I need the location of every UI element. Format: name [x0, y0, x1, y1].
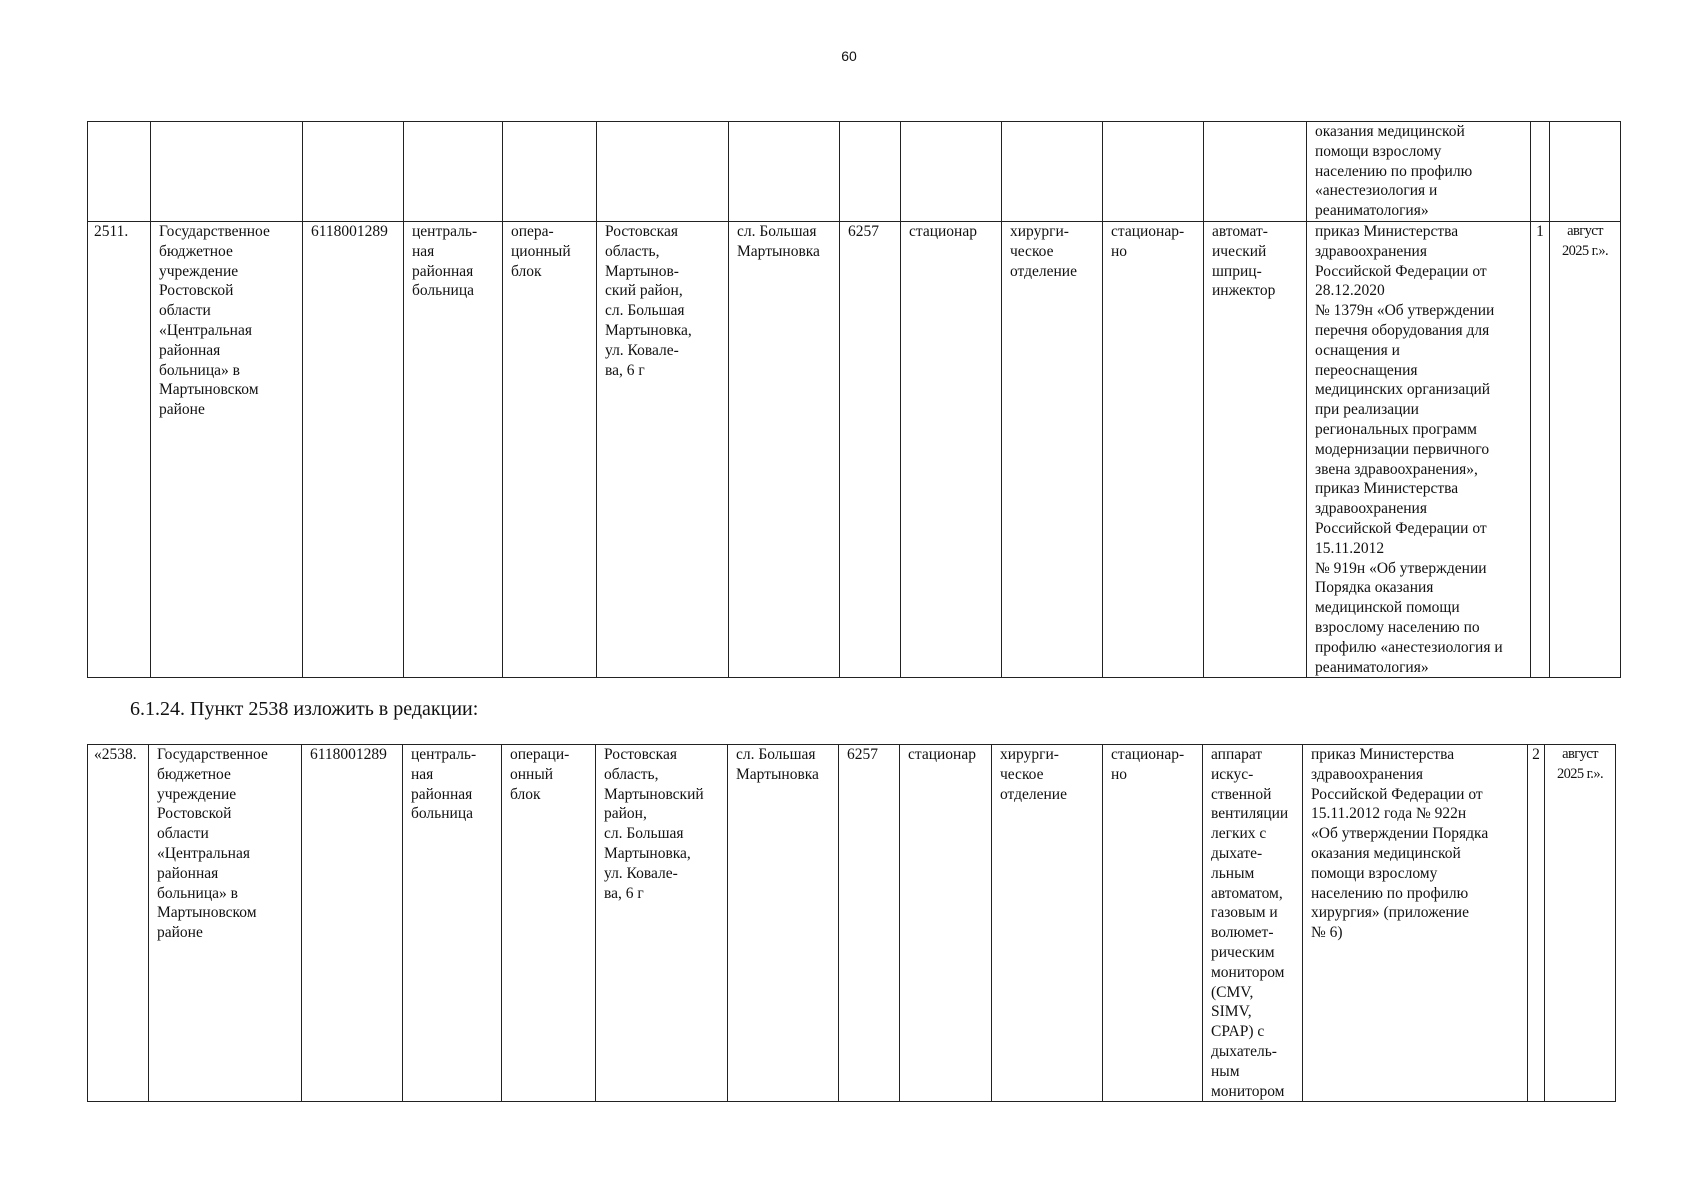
- institution-cell: Государственное бюджетное учреждение Ростовской области «Центральная районная больница» в Мартыновском районе: [151, 222, 303, 678]
- inn-cell: 6118001289: [303, 222, 404, 678]
- institution-cell: [151, 122, 303, 222]
- unit-cell: опера- ционный блок: [503, 222, 597, 678]
- care-form-cell: стационар: [901, 222, 1002, 678]
- equipment-table-new-item: [87, 744, 1616, 1102]
- date-cell: август 2025 г.».: [1545, 745, 1616, 1102]
- table-row: [88, 122, 1621, 222]
- care-form-cell: [901, 122, 1002, 222]
- inn-cell: 6118001289: [302, 745, 403, 1102]
- org-type-cell: [404, 122, 503, 222]
- row-number-cell: «2538.: [88, 745, 149, 1102]
- code-cell: 6257: [839, 745, 900, 1102]
- care-conditions-cell: [1103, 122, 1204, 222]
- table-row: [88, 222, 1621, 678]
- section-heading: 6.1.24. Пункт 2538 изложить в редакции:: [130, 698, 479, 720]
- unit-cell: операци- онный блок: [502, 745, 596, 1102]
- equipment-table-continued: [87, 121, 1621, 678]
- org-type-cell: централь- ная районная больница: [404, 222, 503, 678]
- page-number: 60: [841, 48, 857, 64]
- address-cell: Ростовская область, Мартыновский район, сл. Большая Мартыновка, ул. Ковале- ва, 6 г: [596, 745, 728, 1102]
- code-cell: 6257: [840, 222, 901, 678]
- table-row: [88, 745, 1616, 1102]
- locality-cell: сл. Большая Мартыновка: [729, 222, 840, 678]
- care-conditions-cell: стационар- но: [1103, 222, 1204, 678]
- unit-cell: [503, 122, 597, 222]
- locality-cell: сл. Большая Мартыновка: [728, 745, 839, 1102]
- institution-cell: Государственное бюджетное учреждение Ростовской области «Центральная районная больница» в Мартыновском районе: [149, 745, 302, 1102]
- row-number-cell: 2511.: [88, 222, 151, 678]
- care-form-cell: стационар: [900, 745, 992, 1102]
- locality-cell: [729, 122, 840, 222]
- org-type-cell: централь- ная районная больница: [403, 745, 502, 1102]
- equipment-cell: автомат- ический шприц- инжектор: [1204, 222, 1307, 678]
- quantity-cell: [1531, 122, 1550, 222]
- code-cell: [840, 122, 901, 222]
- date-cell: август 2025 г.».: [1550, 222, 1621, 678]
- department-cell: хирурги- ческое отделение: [1002, 222, 1103, 678]
- equipment-cell: [1204, 122, 1307, 222]
- row-number-cell: [88, 122, 151, 222]
- address-cell: Ростовская область, Мартынов- ский район, сл. Большая Мартыновка, ул. Ковале- ва, 6 г: [597, 222, 729, 678]
- quantity-cell: 2: [1528, 745, 1545, 1102]
- care-conditions-cell: стационар- но: [1103, 745, 1203, 1102]
- date-cell: [1550, 122, 1621, 222]
- equipment-cell: аппарат искус- ственной вентиляции легких с дыхате- льным автоматом, газовым и волюмет- рическим монитором (CMV, SIMV, CPAP) с дыхатель- ным монитором: [1203, 745, 1303, 1102]
- inn-cell: [303, 122, 404, 222]
- order-cell: оказания медицинской помощи взрослому населению по профилю «анестезиология и реаниматология»: [1307, 122, 1531, 222]
- department-cell: хирурги- ческое отделение: [992, 745, 1103, 1102]
- address-cell: [597, 122, 729, 222]
- department-cell: [1002, 122, 1103, 222]
- order-cell: приказ Министерства здравоохранения Российской Федерации от 15.11.2012 года № 922н «Об утверждении Порядка оказания медицинской помощи взрослому населению по профилю хирургия» (приложение № 6): [1303, 745, 1528, 1102]
- order-cell: приказ Министерства здравоохранения Российской Федерации от 28.12.2020 № 1379н «Об утверждении перечня оборудования для оснащения и переоснащения медицинских организаций при реализации региональных программ модернизации первичного звена здравоохранения», приказ Министерства здравоохранения Российской Федерации от 15.11.2012 № 919н «Об утверждении Порядка оказания медицинской помощи взрослому населению по профилю «анестезиология и реаниматология»: [1307, 222, 1531, 678]
- quantity-cell: 1: [1531, 222, 1550, 678]
